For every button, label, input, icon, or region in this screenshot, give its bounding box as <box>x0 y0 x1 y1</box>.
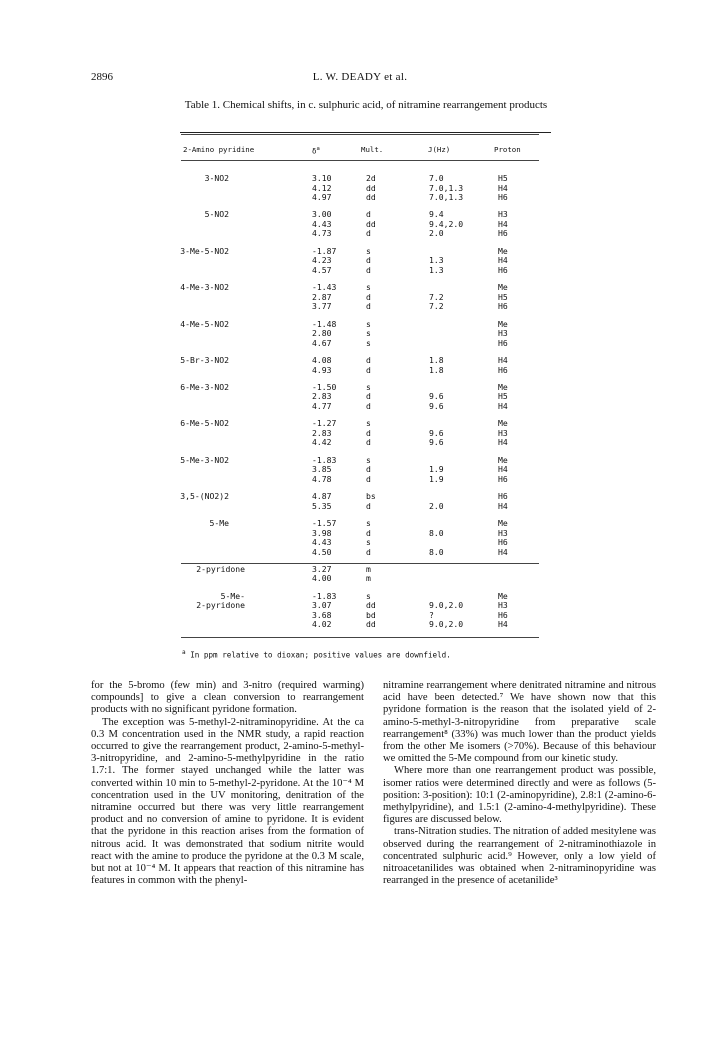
multiplicity: dd <box>366 619 376 630</box>
running-head: L. W. DEADY et al. <box>312 71 408 83</box>
multiplicity: m <box>366 573 371 584</box>
delta-value: -1.83 <box>312 590 337 601</box>
multiplicity: s <box>366 282 371 293</box>
page-number: 2896 <box>91 71 113 83</box>
coupling-constant: 2.0 <box>429 500 444 511</box>
header-proton: Proton <box>494 145 521 154</box>
proton-label: Me <box>498 590 508 601</box>
delta-value: -1.50 <box>312 381 337 392</box>
proton-label: H4 <box>498 255 508 266</box>
header-compound: 2-Amino pyridine <box>183 145 255 154</box>
table-caption: Table 1. Chemical shifts, in c. sulphuric acid, of nitramine rearrangement products <box>184 99 548 111</box>
multiplicity: d <box>366 264 371 275</box>
delta-value: -1.27 <box>312 418 337 429</box>
proton-label: H5 <box>498 173 508 183</box>
multiplicity: s <box>366 381 371 392</box>
delta-value: 4.50 <box>312 546 332 557</box>
delta-value: 4.77 <box>312 400 332 411</box>
proton-label: H3 <box>498 328 508 339</box>
proton-label: H6 <box>498 337 508 348</box>
coupling-constant: 9.0,2.0 <box>429 619 464 630</box>
compound-name: 3-NO2 <box>204 173 229 183</box>
delta-value: 3.98 <box>312 527 332 538</box>
multiplicity: m <box>366 563 371 574</box>
coupling-constant: 7.2 <box>429 291 444 302</box>
table-bottom-rule <box>181 637 539 638</box>
multiplicity: 2d <box>366 173 376 183</box>
multiplicity: d <box>366 255 371 266</box>
proton-label: H4 <box>498 464 508 475</box>
delta-value: 4.00 <box>312 573 332 584</box>
proton-label: H6 <box>498 473 508 484</box>
proton-label: H4 <box>498 182 508 193</box>
header-j: J(Hz) <box>428 145 451 154</box>
compound-name: 5-NO2 <box>204 209 229 220</box>
delta-value: 4.67 <box>312 337 332 348</box>
multiplicity: s <box>366 418 371 429</box>
multiplicity: s <box>366 590 371 601</box>
coupling-constant: 9.6 <box>429 391 444 402</box>
coupling-constant: 8.0 <box>429 527 444 538</box>
table-top-rule <box>180 132 551 133</box>
body-column-left <box>91 680 364 887</box>
multiplicity: dd <box>366 600 376 611</box>
coupling-constant: 1.3 <box>429 255 444 266</box>
table-top-rule-2 <box>181 134 539 135</box>
multiplicity: bd <box>366 609 376 620</box>
delta-value: 3.27 <box>312 563 332 574</box>
coupling-constant: 2.0 <box>429 228 444 239</box>
coupling-constant: 1.9 <box>429 473 444 484</box>
coupling-constant: ? <box>429 609 434 620</box>
proton-label: H5 <box>498 291 508 302</box>
coupling-constant: 1.3 <box>429 264 444 275</box>
multiplicity: d <box>366 527 371 538</box>
multiplicity: s <box>366 337 371 348</box>
compound-name: 6-Me-3-NO2 <box>180 381 229 392</box>
multiplicity: d <box>366 391 371 402</box>
multiplicity: d <box>366 209 371 220</box>
coupling-constant: 7.0,1.3 <box>429 192 464 202</box>
delta-value: 4.02 <box>312 619 332 630</box>
header-mult: Mult. <box>361 145 384 154</box>
proton-label: H6 <box>498 364 508 375</box>
proton-label: H5 <box>498 391 508 402</box>
proton-label: Me <box>498 245 508 256</box>
compound-name: 5-Me- <box>220 590 245 601</box>
multiplicity: d <box>366 427 371 438</box>
multiplicity: d <box>366 546 371 557</box>
delta-value: 4.93 <box>312 364 332 375</box>
multiplicity: dd <box>366 218 376 229</box>
coupling-constant: 1.8 <box>429 355 444 365</box>
multiplicity: d <box>366 500 371 511</box>
compound-name: 3,5-(NO2)2 <box>180 491 229 502</box>
delta-value: 4.87 <box>312 491 332 502</box>
multiplicity: s <box>366 518 371 528</box>
multiplicity: s <box>366 537 371 547</box>
compound-name: 4-Me-3-NO2 <box>180 282 229 293</box>
delta-value: 4.43 <box>312 218 332 229</box>
proton-label: H4 <box>498 218 508 229</box>
delta-value: 3.07 <box>312 600 332 611</box>
delta-value: 4.12 <box>312 182 332 193</box>
delta-value: 3.85 <box>312 464 332 475</box>
proton-label: H4 <box>498 400 508 411</box>
proton-label: H6 <box>498 192 508 202</box>
coupling-constant: 9.4 <box>429 209 444 220</box>
proton-label: H3 <box>498 527 508 538</box>
delta-value: -1.57 <box>312 518 337 528</box>
proton-label: Me <box>498 282 508 293</box>
proton-label: Me <box>498 418 508 429</box>
coupling-constant: 9.6 <box>429 427 444 438</box>
multiplicity: d <box>366 400 371 411</box>
compound-name: 5-Me <box>209 518 229 528</box>
paragraph: Where more than one rearrangement product was possible, isomer ratios were determined directly and were as follows (5-position: 3-position): 10:1 (2-aminopyridine), 2.8:1 (2-amino-6-methylpyridine), and 1.5:1 (2-amino-4-methylpyridine). These figures are discussed below. <box>383 765 656 826</box>
proton-label: H6 <box>498 491 508 502</box>
delta-value: 4.08 <box>312 355 332 365</box>
delta-value: 2.83 <box>312 391 332 402</box>
multiplicity: s <box>366 245 371 256</box>
compound-name: 2-pyridone <box>196 600 245 611</box>
delta-value: 4.42 <box>312 437 332 448</box>
multiplicity: d <box>366 464 371 475</box>
delta-value: 2.80 <box>312 328 332 339</box>
proton-label: Me <box>498 454 508 465</box>
coupling-constant: 9.6 <box>429 400 444 411</box>
compound-name: 4-Me-5-NO2 <box>180 318 229 329</box>
multiplicity: s <box>366 318 371 329</box>
paragraph: for the 5-bromo (few min) and 3-nitro (required warming) compounds] to give a clean conversion to rearrangement products with no significant pyridone formation. <box>91 680 364 716</box>
delta-value: 3.68 <box>312 609 332 620</box>
proton-label: H6 <box>498 537 508 547</box>
proton-label: H4 <box>498 619 508 630</box>
proton-label: H4 <box>498 500 508 511</box>
coupling-constant: 8.0 <box>429 546 444 557</box>
delta-value: -1.48 <box>312 318 337 329</box>
coupling-constant: 1.8 <box>429 364 444 375</box>
coupling-constant: 1.9 <box>429 464 444 475</box>
delta-value: 4.43 <box>312 537 332 547</box>
proton-label: H4 <box>498 355 508 365</box>
paragraph: nitramine rearrangement where denitrated nitramine and nitrous acid have been detected.⁷ We have shown now that this pyridone formation is the reason that the isolated yield of 2-amino-5-methyl-3-nitropyridine from preparative scale rearrangement⁸ (33%) was much lower than the product yields from the other Me isomers (>70%). Because of this behaviour we omitted the 5-Me compound from our kinetic study. <box>383 680 656 765</box>
delta-value: 2.83 <box>312 427 332 438</box>
delta-value: -1.87 <box>312 245 337 256</box>
proton-label: Me <box>498 318 508 329</box>
paragraph: The exception was 5-methyl-2-nitraminopyridine. At the ca 0.3 M concentration used in the NMR study, a rapid reaction occurred to give the rearrangement product, 2-amino-5-methyl-3-nitropyridine, and 2-amino-5-methylpyridine in the ratio 1.7:1. The former stayed unchanged while the latter was converted within 10 min to 5-methyl-2-pyridone. At the 10⁻⁴ M concentration used in the UV monitoring, denitration of the nitramine occurred but there was very little rearrangement product and no conversion of amine to pyridone. It is evident that the pyridone in this reaction arises from the formation of nitrous acid. It was demonstrated that sodium nitrite would react with the amine to produce the pyridone at the 0.3 M scale, but not at 10⁻⁴ M. It appears that reaction of this nitramine has features in common with the phenyl- <box>91 716 364 887</box>
proton-label: H3 <box>498 427 508 438</box>
table-header-rule <box>181 160 539 161</box>
multiplicity: d <box>366 473 371 484</box>
multiplicity: d <box>366 228 371 239</box>
multiplicity: d <box>366 301 371 312</box>
proton-label: H4 <box>498 437 508 448</box>
coupling-constant: 7.0 <box>429 173 444 183</box>
multiplicity: d <box>366 291 371 302</box>
delta-value: 4.73 <box>312 228 332 239</box>
multiplicity: dd <box>366 182 376 193</box>
proton-label: H6 <box>498 609 508 620</box>
header-delta: $\delta^a$ <box>312 146 320 156</box>
coupling-constant: 9.6 <box>429 437 444 448</box>
paragraph: trans-Nitration studies. The nitration of added mesitylene was observed during the rearrangement of 2-nitraminothiazole in concentrated sulphuric acid.⁹ However, only a low yield of nitroacetanilides was obtained when 2-nitraminopyridine was rearranged in the presence of acetanilide³ <box>383 826 656 887</box>
proton-label: Me <box>498 381 508 392</box>
proton-label: H4 <box>498 546 508 557</box>
multiplicity: s <box>366 328 371 339</box>
delta-value: 5.35 <box>312 500 332 511</box>
delta-value: -1.83 <box>312 454 337 465</box>
compound-name: 2-pyridone <box>196 563 245 574</box>
multiplicity: bs <box>366 491 376 502</box>
coupling-constant: 9.0,2.0 <box>429 600 464 611</box>
proton-label: H3 <box>498 600 508 611</box>
multiplicity: d <box>366 355 371 365</box>
multiplicity: d <box>366 364 371 375</box>
delta-value: 3.77 <box>312 301 332 312</box>
delta-value: 4.23 <box>312 255 332 266</box>
proton-label: H6 <box>498 301 508 312</box>
compound-name: 3-Me-5-NO2 <box>180 245 229 256</box>
multiplicity: d <box>366 437 371 448</box>
coupling-constant: 9.4,2.0 <box>429 218 464 229</box>
proton-label: Me <box>498 518 508 528</box>
delta-value: 2.87 <box>312 291 332 302</box>
table-footnote: $^a$ In ppm relative to dioxan; positive values are downfield. <box>182 649 451 660</box>
multiplicity: dd <box>366 192 376 202</box>
delta-value: 4.97 <box>312 192 332 202</box>
proton-label: H3 <box>498 209 508 220</box>
body-column-right <box>383 680 656 887</box>
delta-value: 3.00 <box>312 209 332 220</box>
table-header-row <box>0 145 720 157</box>
coupling-constant: 7.2 <box>429 301 444 312</box>
delta-value: 4.57 <box>312 264 332 275</box>
compound-name: 6-Me-5-NO2 <box>180 418 229 429</box>
proton-label: H6 <box>498 228 508 239</box>
multiplicity: s <box>366 454 371 465</box>
proton-label: H6 <box>498 264 508 275</box>
compound-name: 5-Me-3-NO2 <box>180 454 229 465</box>
compound-name: 5-Br-3-NO2 <box>180 355 229 365</box>
coupling-constant: 7.0,1.3 <box>429 182 464 193</box>
delta-value: 3.10 <box>312 173 332 183</box>
delta-value: -1.43 <box>312 282 337 293</box>
delta-value: 4.78 <box>312 473 332 484</box>
